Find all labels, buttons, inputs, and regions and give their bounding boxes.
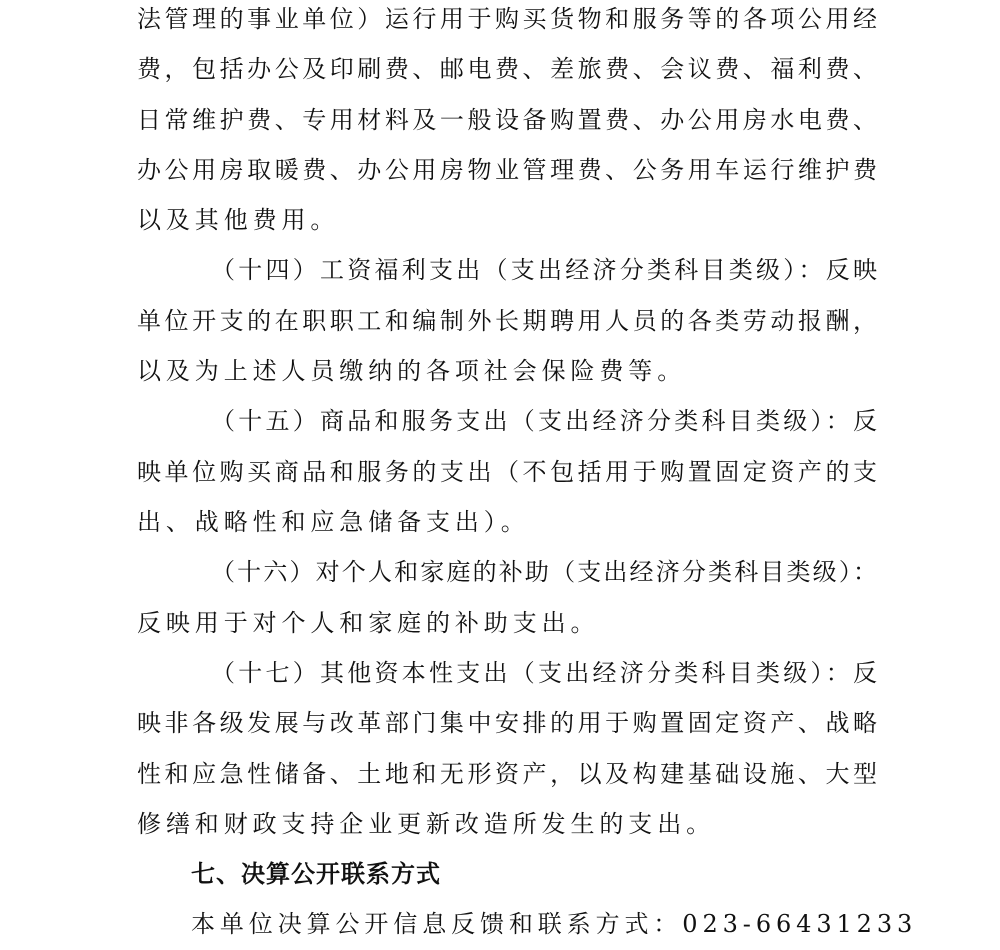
paragraph-14-line-3: 以及为上述人员缴纳的各项社会保险费等。 — [137, 357, 687, 385]
paragraph-15-line-2: 映单位购买商品和服务的支出（不包括用于购置固定资产的支 — [137, 458, 877, 486]
paragraph-14-line-1: （十四）工资福利支出（支出经济分类科目类级）：反映 — [211, 256, 877, 284]
paragraph-14-line-2: 单位开支的在职职工和编制外长期聘用人员的各类劳动报酬， — [137, 307, 877, 335]
section-7-heading: 七、决算公开联系方式 — [191, 860, 441, 888]
paragraph-13-line-4: 办公用房取暖费、办公用房物业管理费、公务用车运行维护费 — [137, 156, 877, 184]
contact-info: 本单位决算公开信息反馈和联系方式：023-66431233 — [191, 910, 918, 938]
paragraph-13-line-1: 法管理的事业单位）运行用于购买货物和服务等的各项公用经 — [137, 5, 877, 33]
paragraph-16-line-1: （十六）对个人和家庭的补助（支出经济分类科目类级）： — [211, 558, 877, 586]
paragraph-17-line-2: 映非各级发展与改革部门集中安排的用于购置固定资产、战略 — [137, 709, 877, 737]
paragraph-17-line-1: （十七）其他资本性支出（支出经济分类科目类级）：反 — [211, 659, 877, 687]
paragraph-13-line-2: 费，包括办公及印刷费、邮电费、差旅费、会议费、福利费、 — [137, 55, 877, 83]
paragraph-15-line-3: 出、战略性和应急储备支出）。 — [137, 508, 530, 536]
document-page — [137, 0, 918, 942]
paragraph-17-line-4: 修缮和财政支持企业更新改造所发生的支出。 — [137, 810, 715, 838]
paragraph-13-line-3: 日常维护费、专用材料及一般设备购置费、办公用房水电费、 — [137, 106, 877, 134]
paragraph-13-line-5: 以及其他费用。 — [137, 206, 340, 234]
paragraph-16-line-2: 反映用于对个人和家庭的补助支出。 — [137, 609, 600, 637]
paragraph-15-line-1: （十五）商品和服务支出（支出经济分类科目类级）：反 — [211, 407, 877, 435]
paragraph-17-line-3: 性和应急性储备、土地和无形资产，以及构建基础设施、大型 — [137, 760, 877, 788]
